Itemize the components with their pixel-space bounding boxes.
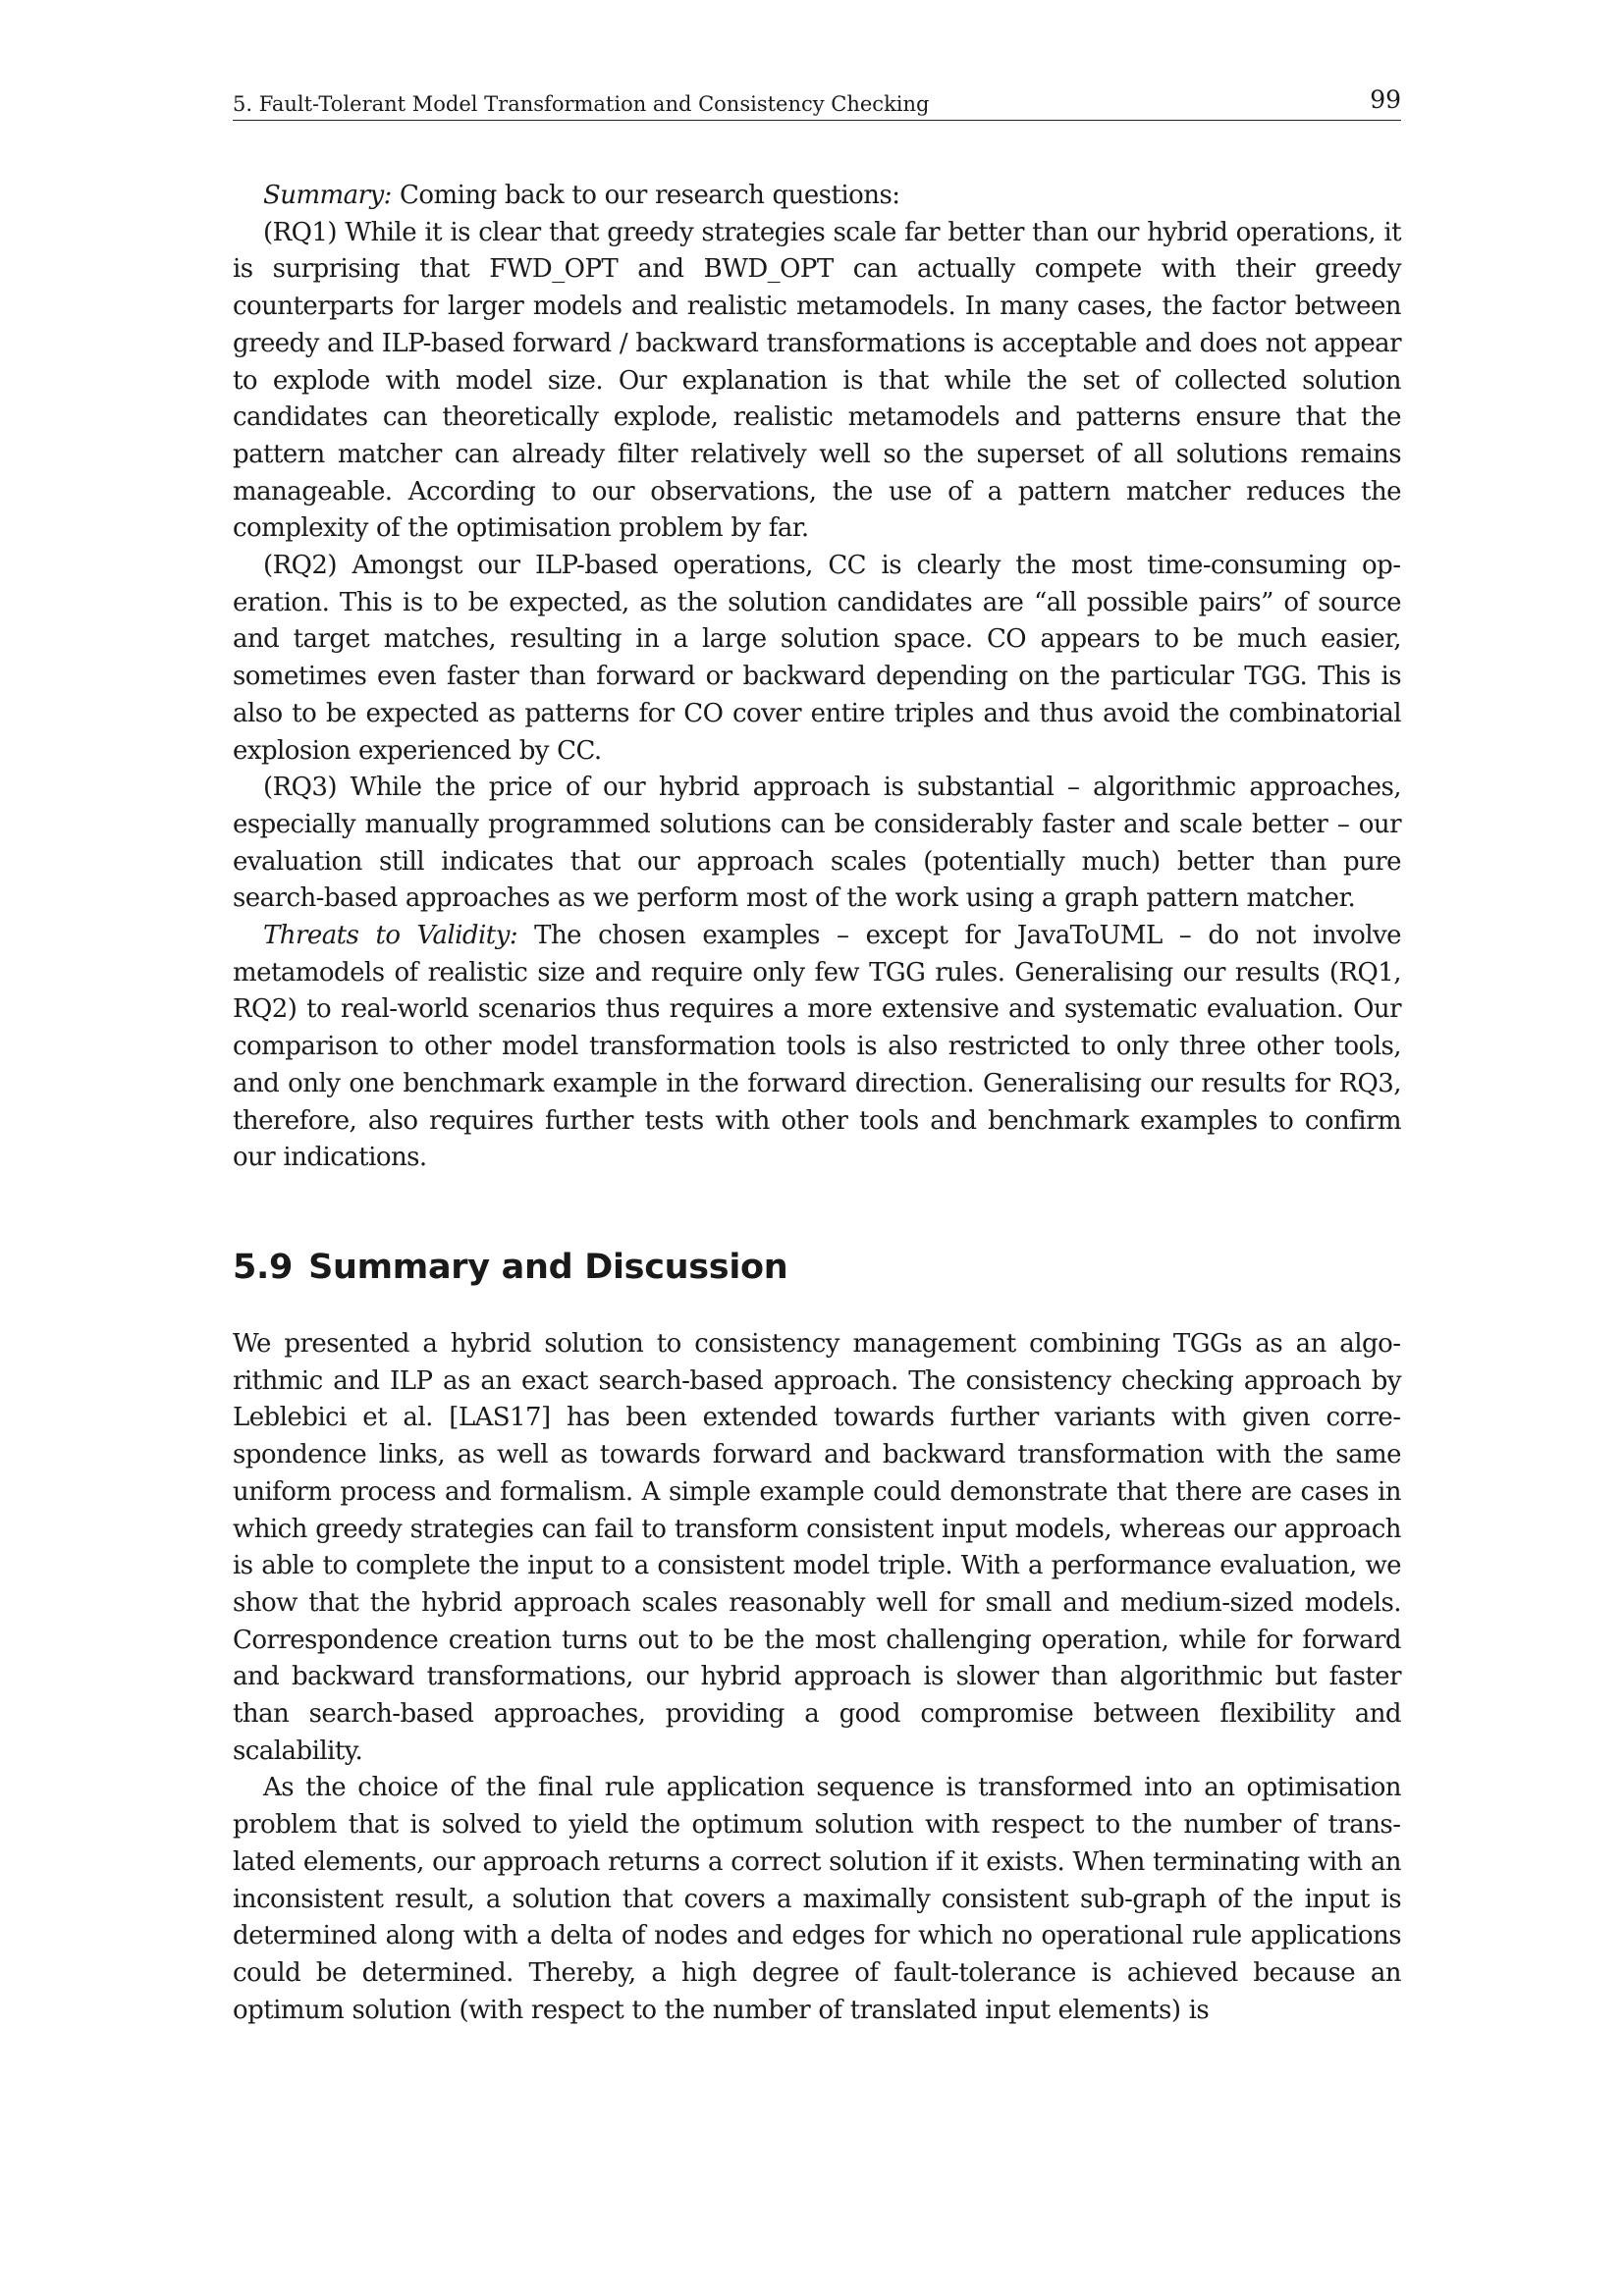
paragraph-body: Coming back to our research questions: — [391, 181, 900, 210]
paragraph-rq2 — [233, 548, 1401, 770]
paragraph-rq3 — [233, 770, 1401, 918]
section-number: 5.9 — [233, 1248, 294, 1287]
section-heading — [233, 1246, 787, 1289]
paragraph-threats — [233, 918, 1401, 1177]
paragraph-body: We presented a hybrid solution to consistency management combining TGGs as an algorithmic and ILP as an exact search-based approach. The consistency checking approach by Leblebici et al. [LAS17] has been extended towards further variants with given correspondence links, as well as towards forward and backward transformation with the same uniform process and formalism. A simple example could demonstrate that there are cases in which greedy strategies can fail to transform consistent input models, whereas our approach is able to complete the input to a consistent model triple. With a performance evaluation, we show that the hybrid approach scales reasonably well for small and medium-sized models. Correspondence creation turns out to be the most challenging operation, while for forward and backward transformations, our hybrid approach is slower than algorithmic but faster than search-based approaches, providing a good compromise between flexibility and scalability. — [233, 1329, 1401, 1766]
paragraph-summary-2 — [233, 1770, 1401, 2029]
discussion-text-block — [233, 178, 1401, 1177]
summary-text-block — [233, 1326, 1401, 2029]
paragraph-body: (RQ2) Amongst our ILP-based operations, CC is clearly the most time-consuming operation. This is to be expected, as the solution candidates are “all possible pairs” of source and target matches, resulting in a large solution space. CO appears to be much easier, sometimes even faster than forward or backward depending on the particular TGG. This is also to be expected as patterns for CO cover entire triples and thus avoid the combinatorial explosion experienced by CC. — [233, 551, 1401, 766]
section-title: Summary and Discussion — [308, 1248, 788, 1287]
paragraph-body: As the choice of the final rule application sequence is transformed into an optimisation problem that is solved to yield the optimum solution with respect to the number of translated elements, our approach returns a correct solution if it exists. When terminating with an inconsistent result, a solution that covers a maximally consistent sub-graph of the input is determined along with a delta of nodes and edges for which no operational rule applications could be determined. Thereby, a high degree of fault-tolerance is achieved because an optimum solution (with respect to the number of translated input elements) is — [233, 1773, 1401, 2025]
paragraph-body: (RQ3) While the price of our hybrid approach is substantial – algorithmic approaches, especially manually programmed solutions can be considerably faster and scale better – our evaluation still indicates that our approach scales (potentially much) better than pure search-based approaches as we perform most of the work using a graph pattern matcher. — [233, 773, 1401, 914]
paragraph-rq1 — [233, 215, 1401, 548]
paragraph-body: The chosen examples – except for JavaToUML – do not involve metamodels of realistic size and require only few TGG rules. Generalising our results (RQ1, RQ2) to real-world scenarios thus requires a more extensive and systematic evaluation. Our comparison to other model transformation tools is also restricted to only three other tools, and only one benchmark example in the forward direction. Generalising our results for RQ3, therefore, also requires further tests with other tools and benchmark examples to confirm our indications. — [233, 921, 1401, 1173]
paragraph-summary-1 — [233, 1326, 1401, 1770]
page-number: 99 — [1370, 85, 1401, 114]
running-header — [233, 86, 1401, 121]
paragraph-summary — [233, 178, 1401, 215]
paragraph-lead: Summary: — [263, 181, 392, 210]
paragraph-lead: Threats to Validity: — [263, 921, 518, 951]
paragraph-body: (RQ1) While it is clear that greedy strategies scale far better than our hybrid operations, it is surprising that FWD_OPT and BWD_OPT can actually compete with their greedy counterparts for larger models and realistic metamodels. In many cases, the factor between greedy and ILP-based forward / backward transformations is acceptable and does not appear to explode with model size. Our explanation is that while the set of collected solution candidates can theoretically explode, realistic metamodels and patterns ensure that the pattern matcher can already filter relatively well so the superset of all solutions remains manageable. According to our observations, the use of a pattern matcher reduces the complexity of the optimisation problem by far. — [233, 217, 1401, 544]
running-title: 5. Fault-Tolerant Model Transformation and Consistency Checking — [233, 92, 930, 116]
